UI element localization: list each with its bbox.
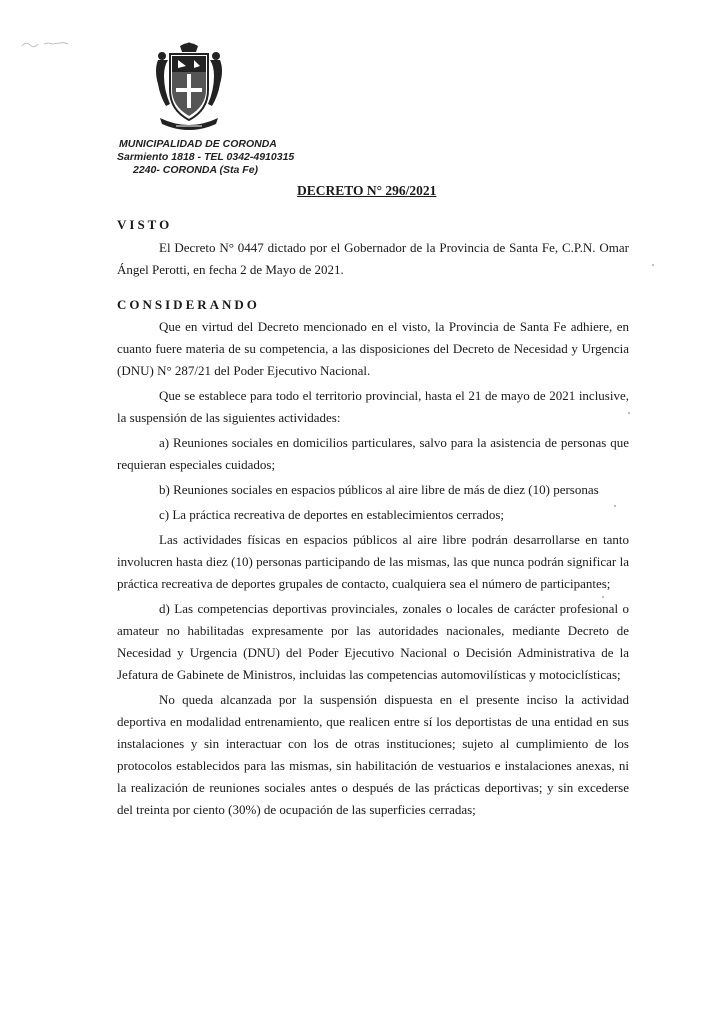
decree-title: DECRETO N° 296/2021	[297, 183, 437, 198]
municipality-address: Sarmiento 1818 - TEL 0342-4910315	[117, 151, 295, 163]
municipality-header	[117, 138, 294, 177]
visto-paragraph	[117, 237, 629, 284]
municipality-city: 2240- CORONDA (Sta Fe)	[133, 164, 259, 176]
visto-text: El Decreto N° 0447 dictado por el Gobernador de la Provincia de Santa Fe, C.P.N. Omar Ángel Perotti, en fecha 2 de Mayo de 2021.	[117, 240, 629, 277]
scan-speck	[650, 262, 656, 268]
scan-speck	[612, 503, 618, 509]
scan-speck	[600, 594, 606, 600]
scan-speck	[626, 410, 632, 416]
considerando-paragraph-2: Que se establece para todo el territorio provincial, hasta el 21 de mayo de 2021 inclusive, la suspensión de las siguientes actividades:	[117, 388, 629, 425]
considerando-paragraph-4: No queda alcanzada por la suspensión dispuesta en el presente inciso la actividad deportiva en modalidad entrenamiento, que realicen entre sí los deportistas de una entidad en sus instalaciones y sin interactuar con los de otras instituciones; sujeto al cumplimiento de los protocolos establecidos para las mismas, sin habilitación de vestuarios e instalaciones anexas, ni la realización de reuniones sociales antes o después de las prácticas deportivas; y sin excederse del treinta por ciento (30%) de ocupación de las superficies cerradas;	[117, 692, 629, 817]
considerando-body	[117, 316, 629, 824]
considerando-item-a: a) Reuniones sociales en domicilios particulares, salvo para la asistencia de personas que requieran especiales cuidados;	[117, 435, 629, 472]
visto-heading: VISTO	[117, 217, 173, 232]
considerando-paragraph-3: Las actividades físicas en espacios públicos al aire libre podrán desarrollarse en tanto involucren hasta diez (10) personas participando de las mismas, las que nunca podrán significar la práctica recreativa de deportes grupales de contacto, cualquiera sea el número de participantes;	[117, 532, 629, 591]
municipal-coat-of-arms-icon	[150, 40, 228, 132]
considerando-item-c: c) La práctica recreativa de deportes en establecimientos cerrados;	[159, 507, 505, 522]
municipality-name: MUNICIPALIDAD DE CORONDA	[119, 138, 277, 150]
handwritten-mark	[20, 38, 70, 50]
considerando-item-b: b) Reuniones sociales en espacios públicos al aire libre de más de diez (10) personas	[159, 482, 599, 497]
considerando-paragraph-1: Que en virtud del Decreto mencionado en el visto, la Provincia de Santa Fe adhiere, en cuanto fuere materia de su competencia, a las disposiciones del Decreto de Necesidad y Urgencia (DNU) N° 287/21 del Poder Ejecutivo Nacional.	[117, 319, 629, 378]
considerando-heading: CONSIDERANDO	[117, 297, 260, 312]
considerando-item-d: d) Las competencias deportivas provinciales, zonales o locales de carácter profesional o amateur no habilitadas expresamente por las autoridades nacionales, mediante Decreto de Necesidad y Urgencia (DNU) del Poder Ejecutivo Nacional o Decisión Administrativa de la Jefatura de Gabinete de Ministros, incluidas las competencias automovilísticas y motociclísticas;	[117, 601, 629, 682]
